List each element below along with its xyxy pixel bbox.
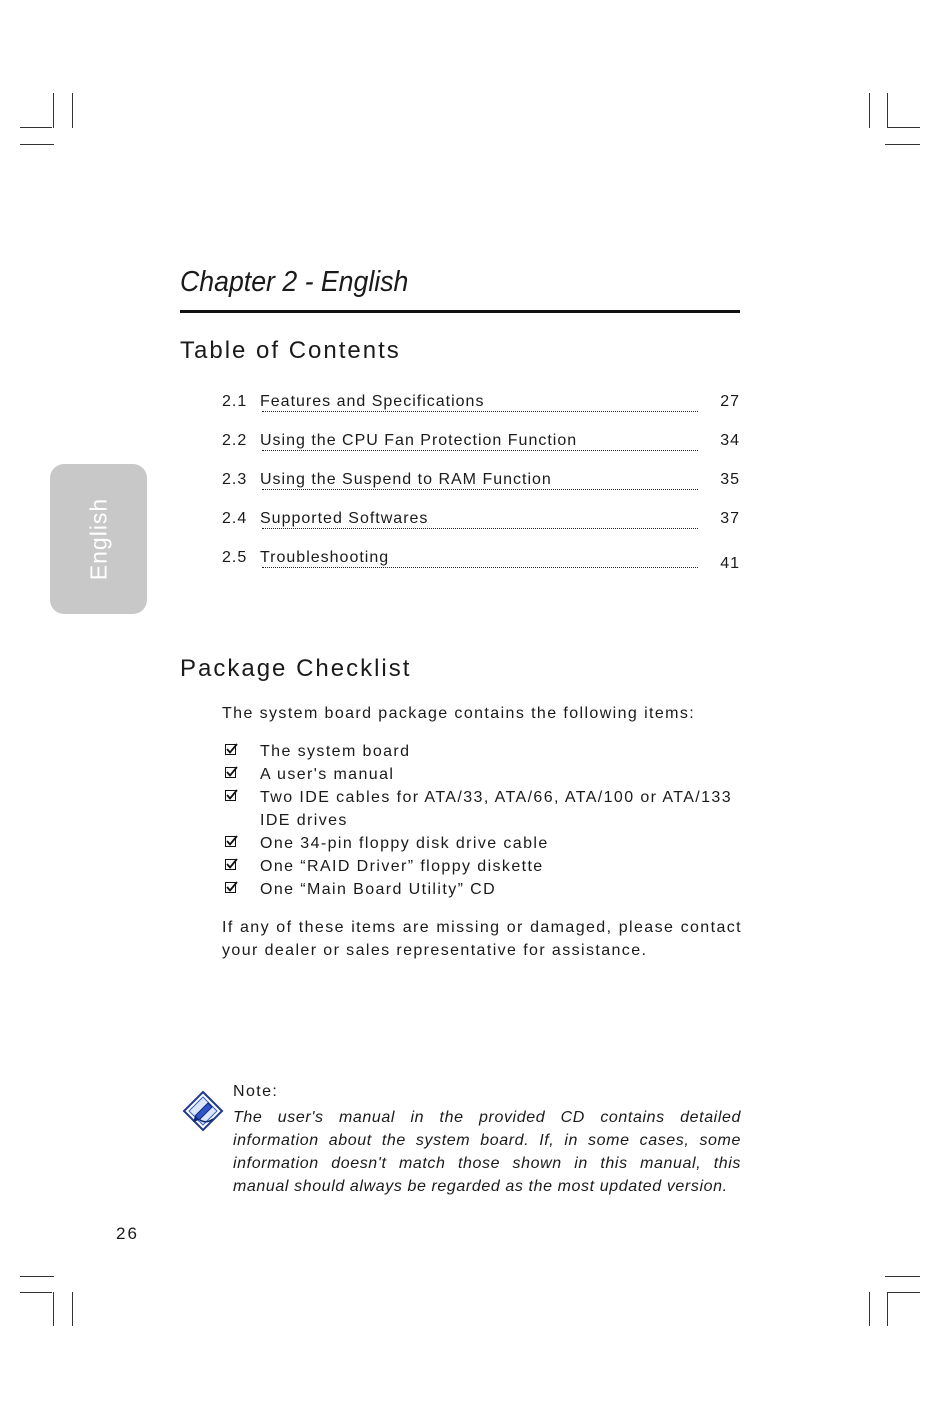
toc-entry-number: 2.4: [222, 510, 248, 527]
checkbox-checked-icon: [225, 790, 236, 801]
page-number: 26: [116, 1224, 139, 1243]
checklist-heading: Package Checklist: [180, 655, 412, 682]
checklist-item: [222, 740, 742, 763]
crop-mark: [869, 93, 870, 128]
toc-entry-number: 2.2: [222, 432, 248, 449]
toc-entry-number: 2.1: [222, 393, 248, 410]
crop-mark: [53, 1292, 54, 1326]
toc-entry[interactable]: [222, 510, 740, 532]
checklist-item-text: One “Main Board Utility” CD: [260, 881, 497, 898]
toc-entry-title: Supported Softwares: [260, 510, 429, 527]
crop-mark: [885, 144, 920, 145]
checklist-closing: If any of these items are missing or damaged, please contact your dealer or sales representative for assistance.: [222, 919, 742, 959]
toc-entry-number: 2.5: [222, 549, 248, 566]
checklist-item-text: Two IDE cables for ATA/33, ATA/66, ATA/100 or ATA/133 IDE drives: [260, 789, 733, 829]
toc-leader-dots: [262, 567, 698, 568]
toc-leader-dots: [262, 411, 698, 412]
toc-entry[interactable]: [222, 549, 740, 571]
crop-mark: [887, 1292, 920, 1293]
toc-entry[interactable]: [222, 432, 740, 454]
crop-mark: [887, 127, 920, 128]
language-side-tab: [50, 464, 147, 614]
note-pen-icon: [182, 1090, 224, 1132]
checklist-item: [222, 763, 742, 786]
checkbox-checked-icon: [225, 859, 236, 870]
crop-mark: [20, 1276, 54, 1277]
checklist-items: [222, 740, 742, 901]
toc-entry-title: Troubleshooting: [260, 549, 390, 566]
toc-entry-page: 35: [720, 471, 740, 488]
crop-mark: [72, 93, 73, 128]
crop-mark: [72, 1292, 73, 1326]
checklist-item: [222, 878, 742, 901]
language-side-tab-label: English: [85, 497, 111, 581]
toc-entry-page: 37: [720, 510, 740, 527]
toc-entry-title: Using the CPU Fan Protection Function: [260, 432, 578, 449]
crop-mark: [885, 1276, 920, 1277]
checkbox-checked-icon: [225, 836, 236, 847]
toc-entry[interactable]: [222, 393, 740, 415]
checklist-item-text: One 34-pin floppy disk drive cable: [260, 835, 549, 852]
toc-entry-page: 41: [720, 555, 740, 572]
checkbox-checked-icon: [225, 882, 236, 893]
checklist-item: [222, 786, 742, 832]
toc-leader-dots: [262, 450, 698, 451]
checklist-item: [222, 832, 742, 855]
note-text: The user's manual in the provided CD contains detailed information about the system board. If, in some cases, some information doesn't match those shown in this manual, this manual should always be regarded as the most updated version.: [233, 1109, 741, 1195]
toc-entry-page: 34: [720, 432, 740, 449]
checkbox-checked-icon: [225, 744, 236, 755]
toc-leader-dots: [262, 528, 698, 529]
toc-entry-title: Features and Specifications: [260, 393, 485, 410]
chapter-divider: [180, 310, 740, 313]
crop-mark: [20, 127, 52, 128]
crop-mark: [53, 93, 54, 128]
checkbox-checked-icon: [225, 767, 236, 778]
note-label: Note:: [233, 1083, 279, 1100]
checklist-item-text: One “RAID Driver” floppy diskette: [260, 858, 544, 875]
crop-mark: [20, 144, 54, 145]
toc-entry-title: Using the Suspend to RAM Function: [260, 471, 552, 488]
crop-mark: [869, 1292, 870, 1326]
checklist-item: [222, 855, 742, 878]
toc-entry-page: 27: [720, 393, 740, 410]
toc-heading: Table of Contents: [180, 337, 401, 364]
toc-entry[interactable]: [222, 471, 740, 493]
checklist-item-text: The system board: [260, 743, 411, 760]
toc-entry-number: 2.3: [222, 471, 248, 488]
crop-mark: [887, 1292, 888, 1326]
crop-mark: [20, 1292, 52, 1293]
toc-leader-dots: [262, 489, 698, 490]
checklist-intro: The system board package contains the following items:: [222, 705, 696, 722]
crop-mark: [887, 93, 888, 128]
chapter-title: Chapter 2 - English: [180, 266, 409, 298]
checklist-item-text: A user's manual: [260, 766, 395, 783]
